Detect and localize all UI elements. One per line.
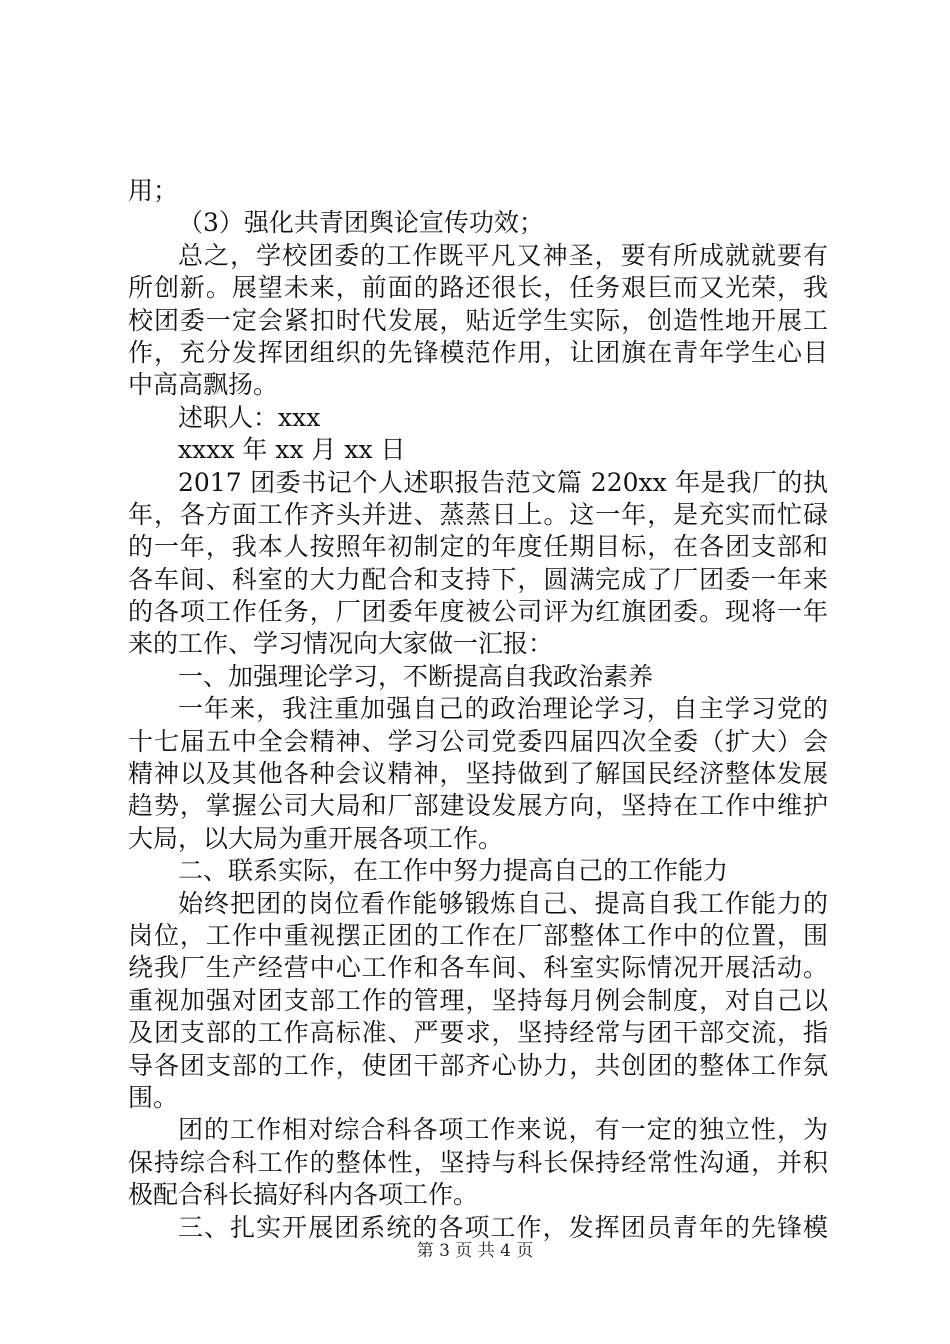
text-line: （3）强化共青团舆论宣传功效； [178,208,544,238]
page-footer: 第 3 页 共 4 页 [416,1241,534,1261]
text-line: 趋势，掌握公司大局和厂部建设发展方向，坚持在工作中维护 [128,791,828,821]
text-line: 2017 团委书记个人述职报告范文篇 220xx 年是我厂的执 [178,467,828,497]
text-line: 二、联系实际，在工作中努力提高自己的工作能力 [178,856,729,886]
text-line: 各车间、科室的大力配合和支持下，圆满完成了厂团委一年来 [128,564,828,594]
text-line: 的各项工作任务，厂团委年度被公司评为红旗团委。现将一年 [128,597,828,627]
text-line: 三、扎实开展团系统的各项工作，发挥团员青年的先锋模 [178,1212,828,1242]
text-line: 重视加强对团支部工作的管理，坚持每月例会制度，对自己以 [128,985,828,1015]
text-line: 导各团支部的工作，使团干部齐心协力，共创团的整体工作氛 [128,1050,828,1080]
text-line: 总之，学校团委的工作既平凡又神圣，要有所成就就要有 [178,240,828,270]
text-line: 十七届五中全会精神、学习公司党委四届四次全委（扩大）会 [128,726,828,756]
text-line: 年，各方面工作齐头并进、蒸蒸日上。这一年，是充实而忙碌 [128,499,828,529]
text-line: 用； [128,176,179,205]
text-line: 岗位，工作中重视摆正团的工作在厂部整体工作中的位置，围 [128,920,828,950]
text-line: 一年来，我注重加强自己的政治理论学习，自主学习党的 [178,694,828,724]
text-line: 述职人：xxx [178,402,321,432]
text-line: 及团支部的工作高标准、严要求，坚持经常与团干部交流，指 [128,1018,828,1048]
text-line: 大局，以大局为重开展各项工作。 [128,823,504,853]
text-line: 校团委一定会紧扣时代发展，贴近学生实际，创造性地开展工 [128,305,828,335]
text-line: 始终把团的岗位看作能够锻炼自己、提高自我工作能力的 [178,888,828,918]
text-line: 来的工作、学习情况向大家做一汇报： [128,629,554,659]
document-body [128,175,828,1244]
text-line: 绕我厂生产经营中心工作和各车间、科室实际情况开展活动。 [128,953,828,983]
text-line: 极配合科长搞好科内各项工作。 [128,1180,479,1210]
text-line: 作，充分发挥团组织的先锋模范作用，让团旗在青年学生心目 [128,337,828,367]
text-line: xxxx 年 xx 月 xx 日 [178,435,406,465]
text-line: 团的工作相对综合科各项工作来说，有一定的独立性，为 [178,1115,828,1145]
text-line: 保持综合科工作的整体性，坚持与科长保持经常性沟通，并积 [128,1147,828,1177]
text-line: 一、加强理论学习，不断提高自我政治素养 [178,661,654,691]
text-line: 中高高飘扬。 [128,370,279,400]
text-line: 围。 [128,1082,179,1112]
text-line: 所创新。展望未来，前面的路还很长，任务艰巨而又光荣，我 [128,273,828,303]
text-line: 的一年，我本人按照年初制定的年度任期目标，在各团支部和 [128,532,828,562]
text-line: 精神以及其他各种会议精神，坚持做到了解国民经济整体发展 [128,759,828,789]
